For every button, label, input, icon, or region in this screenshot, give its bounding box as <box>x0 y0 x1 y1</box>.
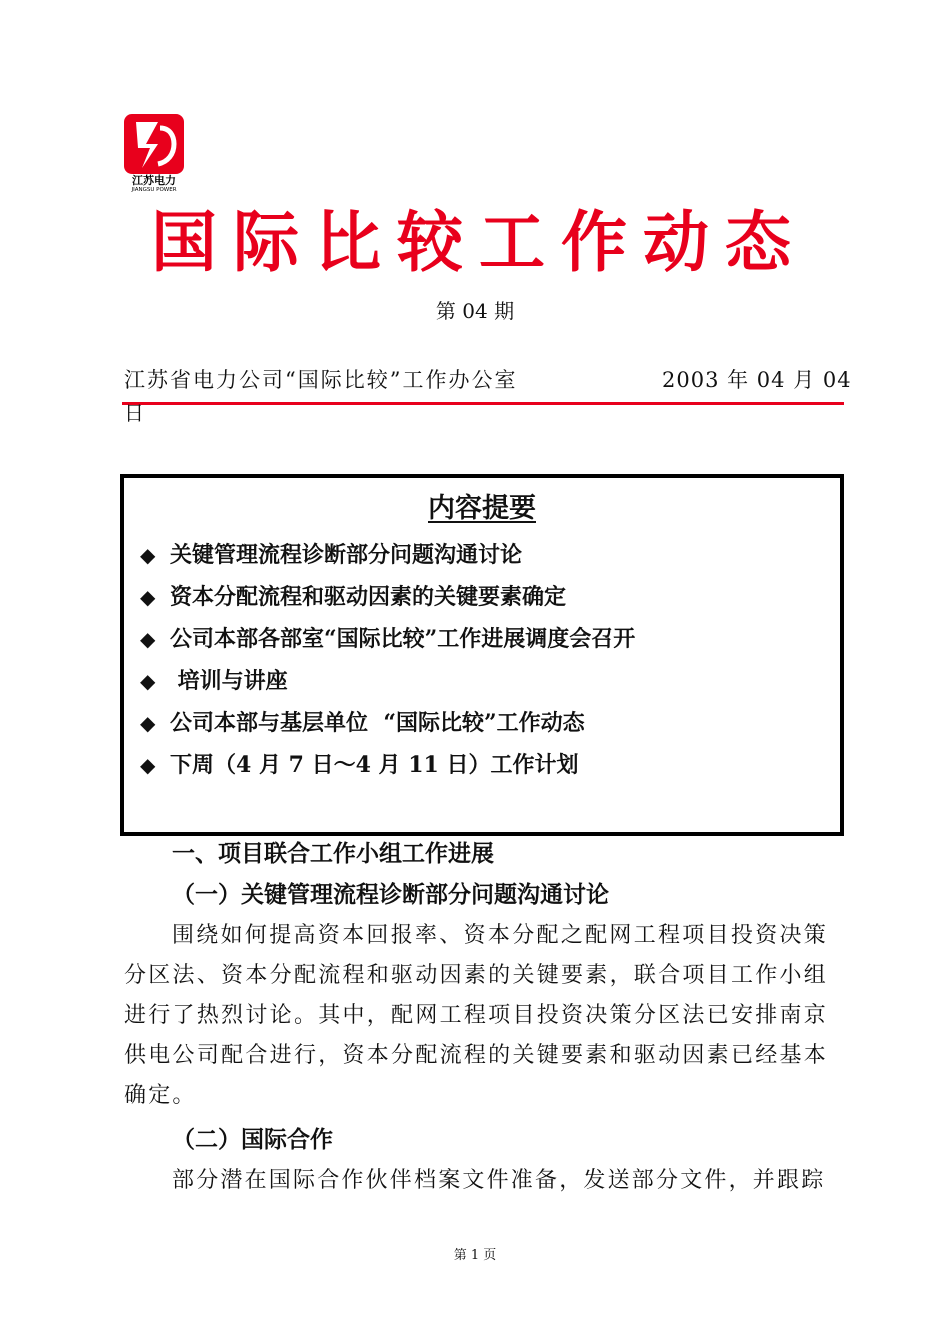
diamond-bullet-icon: ◆ <box>140 711 156 735</box>
summary-title: 内容提要 <box>428 493 536 524</box>
subsection-heading: （二）国际合作 <box>172 1126 333 1153</box>
header-divider <box>122 402 844 405</box>
summary-box <box>120 474 844 836</box>
issue-date: 2003 年 04 月 04 <box>662 368 852 392</box>
logo-text: 江苏电力 <box>132 174 176 187</box>
diamond-bullet-icon: ◆ <box>140 753 156 777</box>
summary-item: ◆ 公司本部各部室“国际比较”工作进展调度会召开 <box>140 618 635 660</box>
company-logo <box>122 114 186 194</box>
paragraph: 部分潜在国际合作伙伴档案文件准备，发送部分文件，并跟踪 <box>172 1168 826 1193</box>
summary-item: ◆ 下周（4 月 7 日～4 月 11 日）工作计划 <box>140 744 635 786</box>
issue-date-wrap: 日 <box>124 401 144 425</box>
logo-subtext: JIANGSU POWER <box>131 187 177 193</box>
lightning-logo-icon <box>124 114 184 174</box>
summary-item: ◆ 培训与讲座 <box>140 660 635 702</box>
page-number: 第 1 页 <box>453 1248 497 1263</box>
summary-item: ◆ 资本分配流程和驱动因素的关键要素确定 <box>140 576 635 618</box>
subsection-heading: （一）关键管理流程诊断部分问题沟通讨论 <box>172 881 609 908</box>
diamond-bullet-icon: ◆ <box>140 627 156 651</box>
issue-number: 第 04 期 <box>435 299 515 323</box>
summary-list <box>140 534 635 786</box>
diamond-bullet-icon: ◆ <box>140 543 156 567</box>
summary-item: ◆ 公司本部与基层单位 “国际比较”工作动态 <box>140 702 635 744</box>
page-title: 国际比较工作动态 <box>151 204 807 281</box>
paragraph: 围绕如何提高资本回报率、资本分配之配网工程项目投资决策分区法、资本分配流程和驱动因素的关键要素，联合项目工作小组进行了热烈讨论。其中，配网工程项目投资决策分区法已安排南京供电公司配合进行，资本分配流程的关键要素和驱动因素已经基本确定。 <box>124 923 828 1108</box>
diamond-bullet-icon: ◆ <box>140 669 156 693</box>
issuing-office: 江苏省电力公司“国际比较”工作办公室 <box>124 368 518 392</box>
section-heading: 一、项目联合工作小组工作进展 <box>172 840 494 867</box>
diamond-bullet-icon: ◆ <box>140 585 156 609</box>
summary-item: ◆ 关键管理流程诊断部分问题沟通讨论 <box>140 534 635 576</box>
